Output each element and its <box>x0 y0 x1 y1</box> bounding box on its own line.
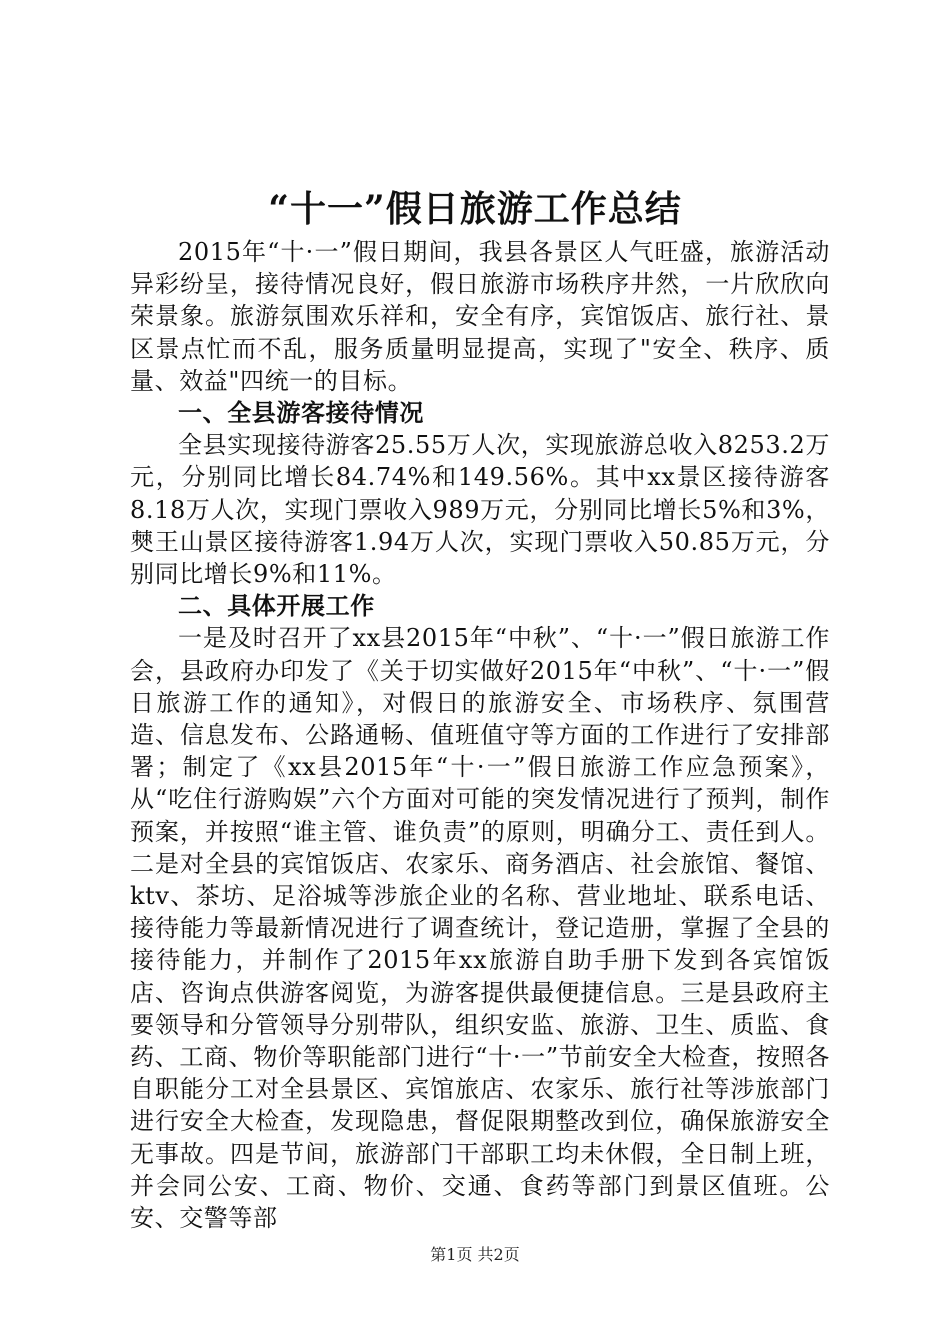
document-title: “十一”假日旅游工作总结 <box>268 188 682 230</box>
section-heading-2: 二、具体开展工作 <box>178 592 375 621</box>
work-details-paragraph: 一是及时召开了xx县2015年“中秋”、“十·一”假日旅游工作会，县政府办印发了《关于切实做好2015年“中秋”、“十·一”假日旅游工作的通知》，对假日的旅游安全、市场秩序、氛围营造、信息发布、公路通畅、值班值守等方面的工作进行了安排部署；制定了《xx县2015年“十·一”假日旅游工作应急预案》，从“吃住行游购娱”六个方面对可能的突发情况进行了预判，制作预案，并按照“谁主管、谁负责”的原则，明确分工、责任到人。二是对全县的宾馆饭店、农家乐、商务酒店、社会旅馆、餐馆、ktv、茶坊、足浴城等涉旅企业的名称、营业地址、联系电话、接待能力等最新情况进行了调查统计，登记造册，掌握了全县的接待能力，并制作了2015年xx旅游自助手册下发到各宾馆饭店、咨询点供游客阅览，为游客提供最便捷信息。三是县政府主要领导和分管领导分别带队，组织安监、旅游、卫生、质监、食药、工商、物价等职能部门进行“十·一”节前安全大检查，按照各自职能分工对全县景区、宾馆旅店、农家乐、旅行社等涉旅部门进行安全大检查，发现隐患，督促限期整改到位，确保旅游安全无事故。四是节间，旅游部门干部职工均未休假，全日制上班，并会同公安、工商、物价、交通、食药等部门到景区值班。公安、交警等部 <box>130 624 830 1233</box>
intro-paragraph: 2015年“十·一”假日期间，我县各景区人气旺盛，旅游活动异彩纷呈，接待情况良好，假日旅游市场秩序井然，一片欣欣向荣景象。旅游氛围欢乐祥和，安全有序，宾馆饭店、旅行社、景区景点忙而不乱，服务质量明显提高，实现了"安全、秩序、质量、效益"四统一的目标。 <box>130 238 830 395</box>
visitor-stats-paragraph: 全县实现接待游客25.55万人次，实现旅游总收入8253.2万元，分别同比增长84.74%和149.56%。其中xx景区接待游客8.18万人次，实现门票收入989万元，分别同比增长5%和3%，僰王山景区接待游客1.94万人次，实现门票收入50.85万元，分别同比增长9%和11%。 <box>130 431 830 589</box>
page-number-footer: 第1页 共2页 <box>430 1245 520 1264</box>
section-heading-1: 一、全县游客接待情况 <box>178 399 424 428</box>
document-body <box>130 236 830 1234</box>
